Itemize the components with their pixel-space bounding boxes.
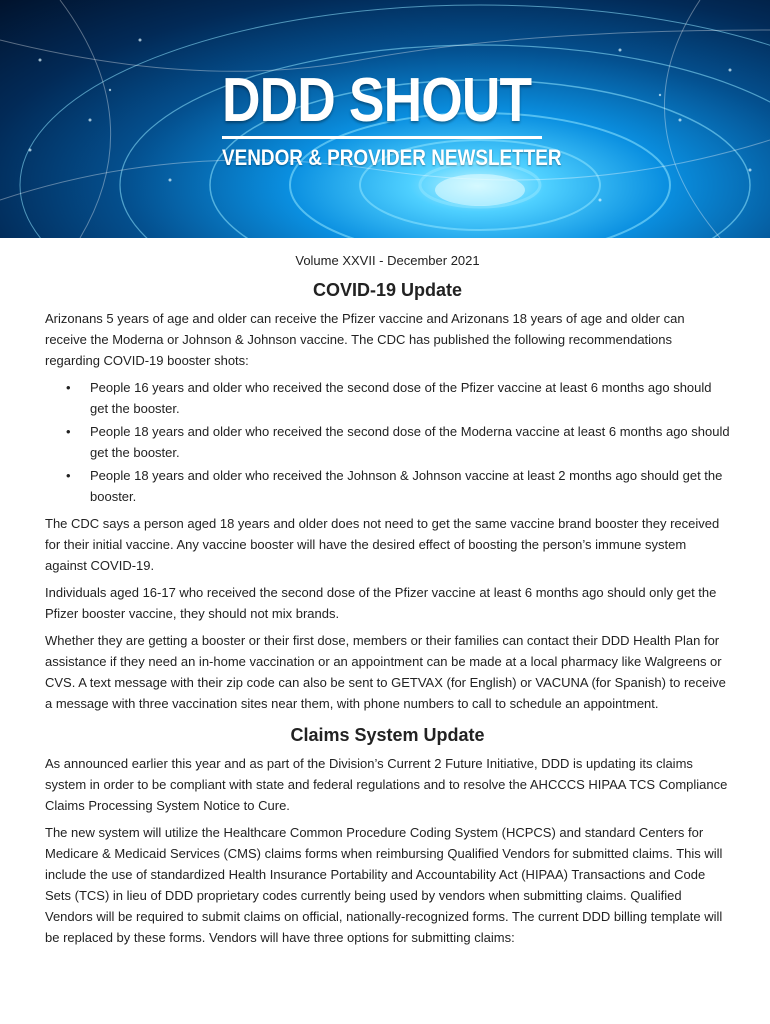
newsletter-banner [0, 0, 770, 238]
masthead [222, 66, 562, 171]
claims-paragraph-2: The new system will utilize the Healthcare Common Procedure Coding System (HCPCS) and standard Centers for Medicare & Medicaid Services (CMS) claims forms when reimbursing Qualified Vendors for submitted claims. This will include the use of standardized Health Insurance Portability and Accountability Act (HIPAA) Transactions and Code Sets (TCS) in lieu of DDD proprietary codes currently being used by vendors when submitting claims. Qualified Vendors will be required to submit claims on official, nationally-recognized forms. The current DDD billing template will be replaced by these forms. Vendors will have three options for submitting claims: [45, 825, 723, 945]
newsletter-body [45, 250, 730, 954]
list-item: • People 16 years and older who received the second dose of the Pfizer vaccine at least 6 months ago should get the booster. [90, 377, 730, 419]
covid-heading: COVID-19 Update [312, 280, 463, 300]
covid-paragraph-4: Whether they are getting a booster or their first dose, members or their families can contact their DDD Health Plan for assistance if they need an in-home vaccination or an appointment can be made at a local pharmacy like Walgreens or CVS. A text message with their zip code can also be sent to GETVAX (for English) or VACUNA (for Spanish) to receive a message with three vaccination sites near them, with phone numbers to call to schedule an appointment. [45, 633, 726, 711]
covid-paragraph-2: The CDC says a person aged 18 years and older does not need to get the same vaccine brand booster they received for their initial vaccine. Any vaccine booster will have the desired effect of boosting the person’s immune system against COVID-19. [45, 516, 720, 573]
list-item: • People 18 years and older who received the second dose of the Moderna vaccine at least 6 months ago should get the booster. [90, 421, 730, 463]
covid-intro-paragraph: Arizonans 5 years of age and older can receive the Pfizer vaccine and Arizonans 18 years of age and older can receive the Moderna or Johnson & Johnson vaccine. The CDC has published the following recommendations regarding COVID-19 booster shots: [45, 311, 685, 368]
covid-paragraph-3: Individuals aged 16-17 who received the second dose of the Pfizer vaccine at least 6 months ago should only get the Pfizer booster vaccine, they should not mix brands. [45, 585, 717, 621]
title-divider [222, 136, 542, 139]
list-item: • People 18 years and older who received the Johnson & Johnson vaccine at least 2 months ago should get the booster. [90, 465, 730, 507]
claims-paragraph-1: As announced earlier this year and as part of the Division’s Current 2 Future Initiative, DDD is updating its claims system in order to be compliant with state and federal regulations and to resolve the AHCCCS HIPAA TCS Compliance Claims Processing System Notice to Cure. [45, 756, 728, 813]
newsletter-subtitle: VENDOR & PROVIDER NEWSLETTER [222, 145, 562, 170]
booster-list [45, 377, 730, 507]
claims-heading: Claims System Update [290, 725, 485, 745]
newsletter-title: DDD SHOUT [222, 66, 532, 135]
volume-line: Volume XXVII - December 2021 [295, 253, 480, 268]
